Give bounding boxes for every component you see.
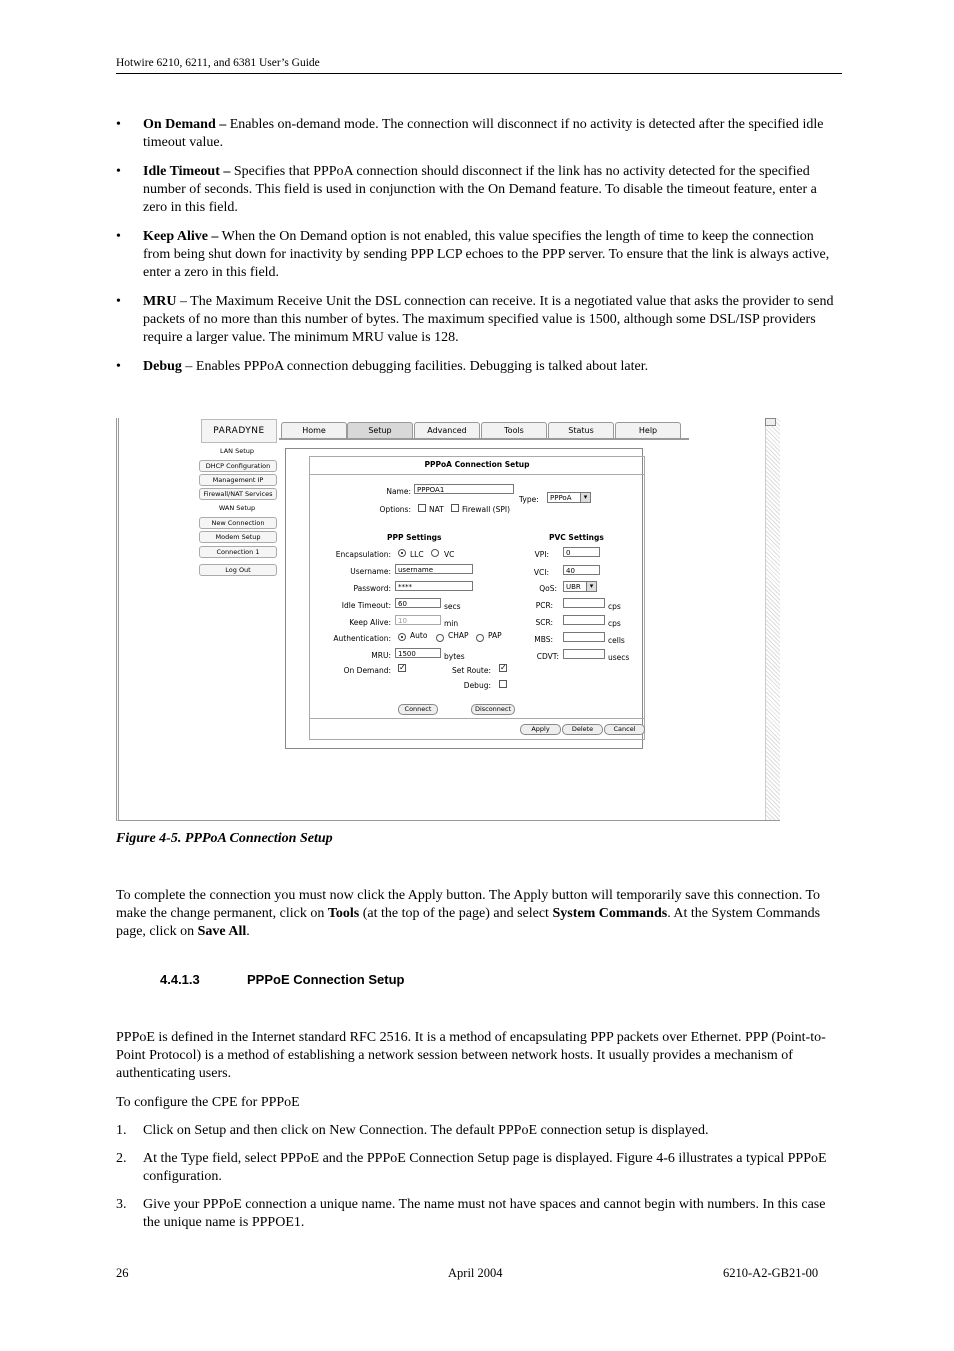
term: Debug bbox=[143, 359, 182, 374]
mru-label: MRU: bbox=[371, 651, 391, 660]
list-item bbox=[116, 1196, 842, 1232]
tab-tools[interactable]: Tools bbox=[481, 422, 547, 440]
apply-button[interactable]: Apply bbox=[520, 724, 561, 735]
panel-title: PPPoA Connection Setup bbox=[424, 460, 530, 469]
delete-button[interactable]: Delete bbox=[562, 724, 603, 735]
tools-term: Tools bbox=[327, 906, 360, 921]
scr-input[interactable] bbox=[563, 615, 605, 625]
sidebar-item-dhcp[interactable]: DHCP Configuration bbox=[199, 460, 277, 472]
document-number: 6210-A2-GB21-00 bbox=[723, 1266, 819, 1280]
tab-advanced[interactable]: Advanced bbox=[414, 422, 480, 440]
nat-label: NAT bbox=[429, 505, 444, 514]
keep-alive-label: Keep Alive: bbox=[349, 618, 391, 627]
disconnect-button[interactable]: Disconnect bbox=[471, 704, 515, 715]
password-input[interactable]: **** bbox=[395, 581, 473, 591]
pcr-unit: cps bbox=[608, 602, 621, 611]
idle-timeout-input[interactable]: 60 bbox=[395, 598, 441, 608]
steps-list bbox=[116, 1122, 842, 1242]
step-text: Give your PPPoE connection a unique name. The name must not have spaces and cannot begin with numbers. In this case the unique name is PPPOE1. bbox=[143, 1197, 826, 1230]
auth-auto-radio[interactable] bbox=[398, 633, 406, 641]
connect-button[interactable]: Connect bbox=[398, 704, 438, 715]
parameter-list bbox=[116, 116, 842, 387]
list-item bbox=[116, 228, 842, 282]
cdvt-label: CDVT: bbox=[536, 652, 559, 661]
set-route-label: Set Route: bbox=[452, 666, 491, 675]
step-number: 1. bbox=[116, 1123, 127, 1138]
vci-input[interactable]: 40 bbox=[563, 565, 600, 575]
auth-auto-label: Auto bbox=[410, 631, 428, 640]
mru-input[interactable]: 1500 bbox=[395, 648, 441, 658]
figure-caption: Figure 4-5. PPPoA Connection Setup bbox=[116, 831, 333, 846]
username-label: Username: bbox=[350, 567, 391, 576]
save-all-term: Save All bbox=[197, 924, 247, 939]
sidebar-item-connection-1[interactable]: Connection 1 bbox=[199, 546, 277, 558]
firewall-label: Firewall (SPI) bbox=[462, 505, 511, 514]
description: – Enables PPPoA connection debugging facilities. Debugging is talked about later. bbox=[181, 359, 649, 374]
mbs-label: MBS: bbox=[534, 635, 553, 644]
type-label: Type: bbox=[519, 495, 539, 504]
list-item bbox=[116, 116, 842, 152]
tab-help[interactable]: Help bbox=[615, 422, 681, 440]
description: Enables on-demand mode. The connection will disconnect if no activity is detected after the specified idle timeout value. bbox=[143, 117, 824, 150]
step-text: At the Type field, select PPPoE and the PPPoE Connection Setup page is displayed. Figure 4-6 illustrates a typical PPPoE configuration. bbox=[143, 1151, 827, 1184]
sidebar-item-new-connection[interactable]: New Connection bbox=[199, 517, 277, 529]
password-label: Password: bbox=[353, 584, 391, 593]
text: To complete the connection you must now click the Apply button. The Apply button will temporarily save this connection. To make the change permanent, click on bbox=[116, 888, 821, 921]
pcr-label: PCR: bbox=[535, 601, 553, 610]
pcr-input[interactable] bbox=[563, 598, 605, 608]
vpi-input[interactable]: 0 bbox=[563, 547, 600, 557]
options-label: Options: bbox=[379, 505, 411, 514]
description: Specifies that PPPoA connection should disconnect if the link has no activity detected for the specified number of seconds. This field is used in conjunction with the On Demand feature. To disable the timeout feature, enter a zero in this field. bbox=[143, 164, 817, 215]
description: When the On Demand option is not enabled, this value specifies the length of time to keep the connection from being shut down for inactivity by sending PPP LCP echoes to the PPP server. To ensure that the link is always active, enter a zero in this field. bbox=[143, 229, 830, 280]
mbs-unit: cells bbox=[608, 636, 625, 645]
name-label: Name: bbox=[386, 487, 411, 496]
text: (at the top of the page) and select bbox=[359, 906, 553, 921]
keep-alive-input[interactable]: 10 bbox=[395, 615, 441, 625]
panel-rule bbox=[309, 474, 645, 475]
nat-checkbox[interactable] bbox=[418, 504, 426, 512]
vc-radio[interactable] bbox=[431, 549, 439, 557]
footer-date: April 2004 bbox=[448, 1266, 503, 1280]
text: . At the System Commands page, click on bbox=[116, 906, 821, 939]
header-rule bbox=[116, 73, 842, 74]
idle-timeout-label: Idle Timeout: bbox=[341, 601, 391, 610]
cdvt-input[interactable] bbox=[563, 649, 605, 659]
term: On Demand – bbox=[143, 117, 227, 132]
auth-chap-radio[interactable] bbox=[436, 634, 444, 642]
cancel-button[interactable]: Cancel bbox=[604, 724, 645, 735]
tab-underline bbox=[279, 438, 689, 440]
mru-unit: bytes bbox=[444, 652, 465, 661]
idle-timeout-unit: secs bbox=[444, 602, 461, 611]
llc-label: LLC bbox=[410, 550, 424, 559]
system-commands-term: System Commands bbox=[552, 906, 668, 921]
on-demand-label: On Demand: bbox=[343, 666, 391, 675]
encapsulation-label: Encapsulation: bbox=[335, 550, 391, 559]
step-number: 2. bbox=[116, 1151, 127, 1166]
qos-label: QoS: bbox=[539, 584, 557, 593]
sidebar-item-log-out[interactable]: Log Out bbox=[199, 564, 277, 576]
type-select[interactable]: PPPoA ▾ bbox=[547, 492, 591, 503]
pvc-settings-title: PVC Settings bbox=[549, 533, 604, 542]
llc-radio[interactable] bbox=[398, 549, 406, 557]
sidebar-item-management-ip[interactable]: Management IP bbox=[199, 474, 277, 486]
debug-checkbox[interactable] bbox=[499, 680, 507, 688]
auth-pap-radio[interactable] bbox=[476, 634, 484, 642]
tab-home[interactable]: Home bbox=[281, 422, 347, 440]
term: Idle Timeout – bbox=[143, 164, 231, 179]
configure-paragraph: To configure the CPE for PPPoE bbox=[116, 1095, 300, 1110]
name-input[interactable]: PPPOA1 bbox=[414, 484, 514, 494]
debug-label: Debug: bbox=[463, 681, 491, 690]
list-item bbox=[116, 1150, 842, 1186]
text: . bbox=[246, 924, 250, 939]
step-text: Click on Setup and then click on New Connection. The default PPPoE connection setup is displayed. bbox=[143, 1123, 709, 1138]
term: MRU bbox=[143, 294, 177, 309]
running-header: Hotwire 6210, 6211, and 6381 User’s Guide bbox=[116, 57, 320, 69]
mbs-input[interactable] bbox=[563, 632, 605, 642]
on-demand-checkbox[interactable]: ✓ bbox=[399, 663, 406, 672]
username-input[interactable]: username bbox=[395, 564, 473, 574]
pppoe-paragraph: PPPoE is defined in the Internet standard RFC 2516. It is a method of encapsulating PPP packets over Ethernet. PPP (Point-to-Point Protocol) is a method of establishing a network session between network hosts. It usually provides a mechanism of authenticating users. bbox=[116, 1030, 826, 1081]
firewall-checkbox[interactable] bbox=[451, 504, 459, 512]
tab-setup[interactable]: Setup bbox=[347, 422, 413, 440]
scrollbar-track bbox=[765, 418, 780, 820]
qos-select[interactable]: UBR ▾ bbox=[563, 581, 597, 592]
auth-pap-label: PAP bbox=[488, 631, 502, 640]
scroll-up-icon bbox=[765, 418, 776, 426]
vci-label: VCI: bbox=[533, 568, 549, 577]
list-item bbox=[116, 293, 842, 347]
page-number: 26 bbox=[116, 1266, 129, 1280]
apply-paragraph bbox=[116, 887, 842, 941]
keep-alive-unit: min bbox=[444, 619, 459, 628]
sidebar-item-wan-setup[interactable]: WAN Setup bbox=[218, 504, 256, 512]
paradyne-logo: PARADYNE bbox=[201, 419, 277, 443]
vpi-label: VPI: bbox=[534, 550, 549, 559]
list-item bbox=[116, 358, 842, 376]
figure-screenshot bbox=[116, 418, 780, 821]
section-title: PPPoE Connection Setup bbox=[247, 972, 405, 987]
authentication-label: Authentication: bbox=[333, 634, 391, 643]
sidebar-item-firewall[interactable]: Firewall/NAT Services bbox=[199, 488, 277, 500]
term: Keep Alive – bbox=[143, 229, 219, 244]
list-item bbox=[116, 163, 842, 217]
sidebar-item-modem-setup[interactable]: Modem Setup bbox=[199, 531, 277, 543]
scr-unit: cps bbox=[608, 619, 621, 628]
section-heading bbox=[160, 972, 404, 987]
section-number: 4.4.1.3 bbox=[160, 972, 200, 987]
vc-label: VC bbox=[444, 550, 455, 559]
auth-chap-label: CHAP bbox=[448, 631, 469, 640]
step-number: 3. bbox=[116, 1197, 127, 1212]
sidebar-item-lan-setup[interactable]: LAN Setup bbox=[219, 447, 255, 455]
cdvt-unit: usecs bbox=[608, 653, 630, 662]
tab-status[interactable]: Status bbox=[548, 422, 614, 440]
list-item bbox=[116, 1122, 842, 1140]
set-route-checkbox[interactable]: ✓ bbox=[500, 663, 507, 672]
panel-bottom-rule bbox=[309, 718, 645, 719]
ppp-settings-title: PPP Settings bbox=[387, 533, 442, 542]
description: – The Maximum Receive Unit the DSL connection can receive. It is a negotiated value that asks the provider to send packets of no more than this number of bytes. The maximum specified value is 1500, although some DSL/ISP providers require a larger value. The minimum MRU value is 128. bbox=[143, 294, 834, 345]
scr-label: SCR: bbox=[535, 618, 553, 627]
